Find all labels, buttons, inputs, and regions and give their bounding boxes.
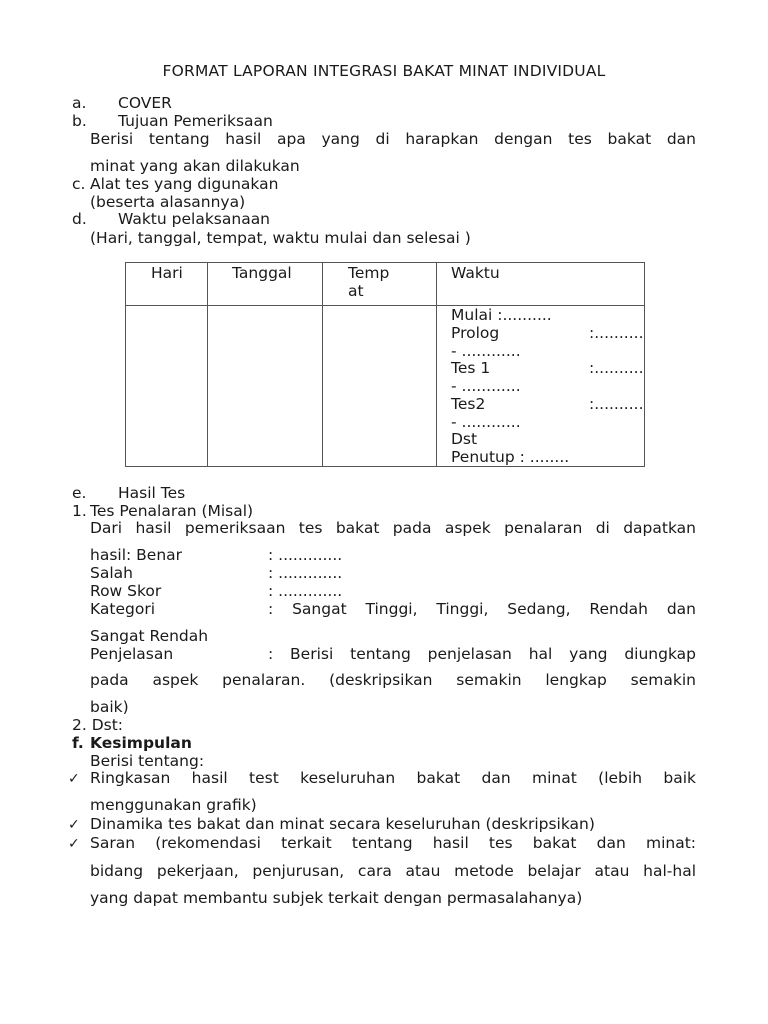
hasil-benar-label: hasil: Benar — [90, 546, 183, 564]
kesimpulan-item3-line2: bidang pekerjaan, penjurusan, cara atau metode belajar atau hal-hal — [90, 862, 696, 880]
schedule-table — [125, 262, 645, 467]
section-a-heading: COVER — [118, 94, 172, 112]
hasil-kategori-label: Kategori — [90, 600, 156, 618]
section-e-marker: e. — [72, 484, 87, 502]
section-b-marker: b. — [72, 112, 87, 130]
hasil-rowskor-value: : ............. — [268, 582, 343, 600]
hasil-kategori-cont: Sangat Rendah — [90, 627, 209, 645]
waktu-prolog-label: Prolog — [451, 324, 500, 342]
header-tanggal: Tanggal — [232, 264, 292, 282]
waktu-penutup: Penutup : ........ — [451, 448, 570, 466]
kesimpulan-item1-line2: menggunakan grafik) — [90, 796, 257, 814]
table-header-row — [126, 263, 645, 306]
header-tempat-line2: at — [348, 282, 364, 300]
kesimpulan-item1-line1: Ringkasan hasil test keseluruhan bakat dan minat (lebih baik — [90, 769, 696, 787]
section-d-heading: Waktu pelaksanaan — [118, 210, 271, 228]
waktu-prolog-value: :.......... — [589, 324, 644, 342]
waktu-tes2-end: - ............ — [451, 413, 521, 431]
section-c-marker: c. — [72, 175, 86, 193]
hasil-benar-value: : ............. — [268, 546, 343, 564]
section-f-intro: Berisi tentang: — [90, 752, 205, 770]
waktu-tes1-end: - ............ — [451, 377, 521, 395]
waktu-tes2-label: Tes2 — [451, 395, 486, 413]
header-hari: Hari — [151, 264, 183, 282]
waktu-mulai: Mulai :.......... — [451, 306, 552, 324]
section-b-text-line2: minat yang akan dilakukan — [90, 157, 300, 175]
waktu-tes1-label: Tes 1 — [451, 359, 491, 377]
section-c-heading: Alat tes yang digunakan — [90, 175, 279, 193]
hasil-item1-text: Dari hasil pemeriksaan tes bakat pada aspek penalaran di dapatkan — [90, 519, 696, 537]
kesimpulan-item2: Dinamika tes bakat dan minat secara keseluruhan (deskripsikan) — [90, 815, 595, 833]
header-tanggal-cell — [208, 263, 323, 306]
waktu-tes2-value: :.......... — [589, 395, 644, 413]
hasil-rowskor-label: Row Skor — [90, 582, 162, 600]
hasil-penjelasan-label: Penjelasan — [90, 645, 174, 663]
header-tempat-cell — [323, 263, 437, 306]
hasil-penjelasan-value: : Berisi tentang penjelasan hal yang diungkap — [268, 645, 696, 663]
cell-tanggal — [208, 306, 323, 467]
section-b-heading: Tujuan Pemeriksaan — [118, 112, 273, 130]
waktu-tes1-value: :.......... — [589, 359, 644, 377]
header-hari-cell — [126, 263, 208, 306]
section-f-heading: Kesimpulan — [90, 734, 192, 752]
hasil-penjelasan-cont1: pada aspek penalaran. (deskripsikan semakin lengkap semakin — [90, 671, 696, 689]
section-d-note: (Hari, tanggal, tempat, waktu mulai dan selesai ) — [90, 229, 471, 247]
hasil-item1-title: Tes Penalaran (Misal) — [90, 502, 254, 520]
waktu-prolog-end: - ............ — [451, 342, 521, 360]
header-waktu: Waktu — [451, 264, 500, 282]
hasil-salah-label: Salah — [90, 564, 133, 582]
hasil-salah-value: : ............. — [268, 564, 343, 582]
section-c-note: (beserta alasannya) — [90, 193, 246, 211]
table-row — [126, 306, 645, 467]
section-a-marker: a. — [72, 94, 87, 112]
page-title: FORMAT LAPORAN INTEGRASI BAKAT MINAT INDIVIDUAL — [162, 62, 606, 80]
section-e-heading: Hasil Tes — [118, 484, 186, 502]
cell-waktu — [437, 306, 645, 467]
cell-hari — [126, 306, 208, 467]
header-tempat-line1: Temp — [348, 264, 390, 282]
section-f-marker: f. — [72, 734, 84, 752]
section-b-text-line1: Berisi tentang hasil apa yang di harapkan dengan tes bakat dan — [90, 130, 696, 148]
check-icon: ✓ — [68, 817, 80, 833]
hasil-kategori-value: : Sangat Tinggi, Tinggi, Sedang, Rendah dan — [268, 600, 696, 618]
check-icon: ✓ — [68, 771, 80, 787]
kesimpulan-item3-line3: yang dapat membantu subjek terkait dengan permasalahanya) — [90, 889, 583, 907]
hasil-item2: 2. Dst: — [72, 716, 124, 734]
waktu-dst: Dst — [451, 430, 478, 448]
check-icon: ✓ — [68, 836, 80, 852]
hasil-item1-number: 1. — [72, 502, 87, 520]
header-waktu-cell — [437, 263, 645, 306]
cell-tempat — [323, 306, 437, 467]
section-d-marker: d. — [72, 210, 87, 228]
kesimpulan-item3-line1: Saran (rekomendasi terkait tentang hasil tes bakat dan minat: — [90, 834, 696, 852]
hasil-penjelasan-cont2: baik) — [90, 698, 129, 716]
